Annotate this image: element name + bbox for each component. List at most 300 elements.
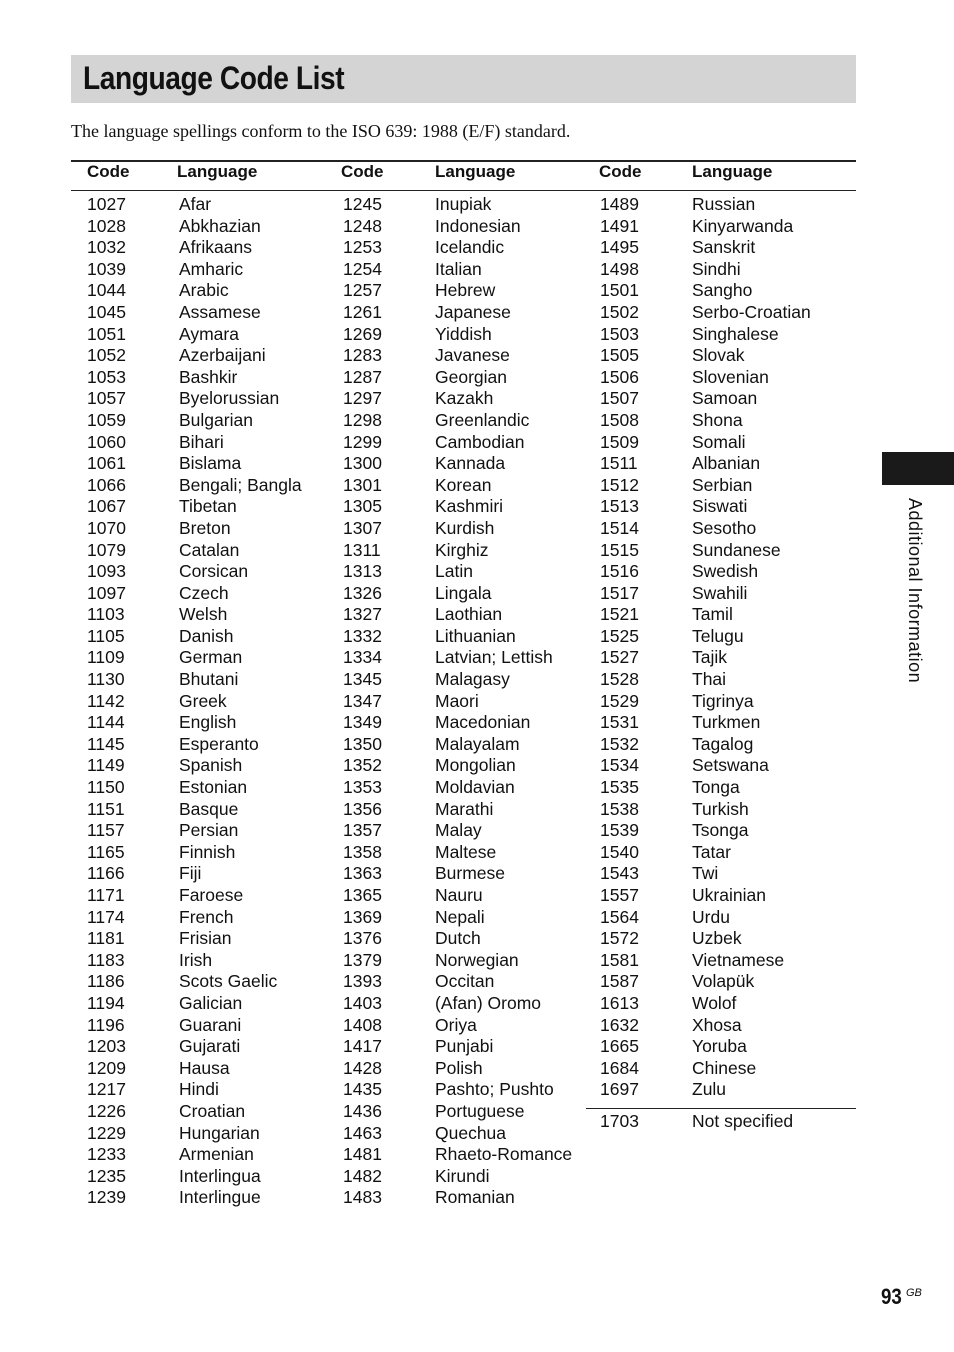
language-code: 1403 xyxy=(343,992,382,1013)
language-name: Aymara xyxy=(179,323,239,344)
header-code-3: Code xyxy=(599,162,642,181)
language-name: Yoruba xyxy=(692,1036,747,1057)
table-row xyxy=(600,453,811,475)
table-row xyxy=(87,885,302,907)
language-code: 1183 xyxy=(87,949,125,970)
table-row xyxy=(600,885,811,907)
language-name: Russian xyxy=(692,194,756,214)
language-code: 1587 xyxy=(600,971,639,992)
language-name: Wolof xyxy=(692,992,737,1013)
table-row xyxy=(87,928,302,950)
language-name: Inupiak xyxy=(435,194,492,214)
table-row xyxy=(600,626,811,648)
table-row xyxy=(600,734,811,756)
language-code: 1028 xyxy=(87,215,126,236)
table-row xyxy=(343,691,572,713)
language-name: Tagalog xyxy=(692,733,754,754)
table-row xyxy=(87,950,302,972)
table-row xyxy=(87,583,302,605)
language-code: 1521 xyxy=(600,604,639,625)
language-code: 1287 xyxy=(343,366,382,387)
table-row xyxy=(87,626,302,648)
table-row xyxy=(343,1166,572,1188)
language-code: 1283 xyxy=(343,345,382,366)
table-row xyxy=(343,561,572,583)
language-code: 1151 xyxy=(87,798,125,819)
table-row xyxy=(87,410,302,432)
language-code: 1053 xyxy=(87,366,126,387)
table-row xyxy=(343,626,572,648)
language-name: Guarani xyxy=(179,1014,242,1035)
language-code: 1150 xyxy=(87,777,125,798)
language-name: Swahili xyxy=(692,582,748,603)
table-row xyxy=(87,1123,302,1145)
language-name: Afrikaans xyxy=(179,237,252,258)
table-row xyxy=(87,1101,302,1123)
language-name: Breton xyxy=(179,517,231,538)
table-row xyxy=(600,1015,811,1037)
language-code: 1194 xyxy=(87,992,125,1013)
language-code: 1463 xyxy=(343,1122,382,1143)
language-name: Quechua xyxy=(435,1122,507,1143)
language-code: 1540 xyxy=(600,841,639,862)
language-code: 1481 xyxy=(343,1144,382,1165)
language-name: Arabic xyxy=(179,280,229,301)
language-code: 1508 xyxy=(600,409,639,430)
language-name: Tamil xyxy=(692,604,733,625)
language-name: Albanian xyxy=(692,453,761,474)
language-code: 1363 xyxy=(343,863,382,884)
language-code: 1436 xyxy=(343,1100,382,1121)
table-row xyxy=(343,475,572,497)
section-side-label: Additional Information xyxy=(905,498,925,684)
language-name: Greenlandic xyxy=(435,409,530,430)
language-name: Bengali; Bangla xyxy=(179,474,302,495)
language-code: 1203 xyxy=(87,1036,126,1057)
table-row xyxy=(87,712,302,734)
table-row xyxy=(87,496,302,518)
language-name: Tibetan xyxy=(179,496,237,517)
language-name: Maori xyxy=(435,690,479,711)
language-code: 1503 xyxy=(600,323,639,344)
language-code: 1491 xyxy=(600,215,639,236)
language-name: Assamese xyxy=(179,301,261,322)
language-name: Sangho xyxy=(692,280,753,301)
language-name: Sindhi xyxy=(692,258,741,279)
table-row xyxy=(600,777,811,799)
language-code: 1357 xyxy=(343,820,382,841)
language-code: 1297 xyxy=(343,388,382,409)
table-row xyxy=(87,518,302,540)
language-code: 1105 xyxy=(87,625,125,646)
language-name: Tatar xyxy=(692,841,731,862)
header-code-1: Code xyxy=(87,162,130,181)
language-code: 1347 xyxy=(343,690,382,711)
language-name: Lingala xyxy=(435,582,492,603)
table-row xyxy=(87,971,302,993)
language-code: 1495 xyxy=(600,237,639,258)
table-row xyxy=(87,367,302,389)
language-name: Nauru xyxy=(435,885,483,905)
table-row xyxy=(343,993,572,1015)
language-code: 1157 xyxy=(87,820,125,841)
language-code: 1353 xyxy=(343,777,382,798)
language-name: Romanian xyxy=(435,1187,515,1208)
table-row xyxy=(600,345,811,367)
language-name: French xyxy=(179,906,234,927)
language-column-2 xyxy=(343,194,572,1209)
language-code: 1181 xyxy=(87,928,125,949)
language-column-1 xyxy=(87,194,302,1209)
table-row xyxy=(343,647,572,669)
table-row xyxy=(600,950,811,972)
language-name: Burmese xyxy=(435,863,506,884)
table-row xyxy=(87,1079,302,1101)
table-row xyxy=(600,496,811,518)
special-code: 1703 xyxy=(600,1111,639,1131)
intro-text: The language spellings conform to the ISO 639: 1988 (E/F) standard. xyxy=(71,121,571,141)
language-name: Occitan xyxy=(435,971,495,992)
language-name: Interlingua xyxy=(179,1165,261,1186)
table-row xyxy=(343,345,572,367)
language-code: 1305 xyxy=(343,496,382,517)
table-row xyxy=(343,194,572,216)
table-row xyxy=(600,971,811,993)
language-code: 1165 xyxy=(87,841,125,862)
language-name: Bashkir xyxy=(179,366,238,387)
language-name: Kashmiri xyxy=(435,496,504,517)
table-row xyxy=(87,280,302,302)
language-name: Uzbek xyxy=(692,928,742,949)
table-row xyxy=(87,1015,302,1037)
table-row xyxy=(343,1079,572,1101)
language-name: Malayalam xyxy=(435,733,520,754)
language-code: 1506 xyxy=(600,366,639,387)
table-row xyxy=(343,367,572,389)
table-row xyxy=(600,604,811,626)
language-name: Serbian xyxy=(692,474,753,495)
table-row xyxy=(87,453,302,475)
language-code: 1334 xyxy=(343,647,382,668)
table-row xyxy=(600,1058,811,1080)
language-name: Tigrinya xyxy=(692,690,754,711)
language-name: Icelandic xyxy=(435,237,505,258)
table-row xyxy=(343,712,572,734)
language-name: Yiddish xyxy=(435,323,492,344)
table-row xyxy=(87,1058,302,1080)
language-name: Irish xyxy=(179,949,213,970)
table-row xyxy=(87,259,302,281)
language-name: Indonesian xyxy=(435,215,521,236)
table-row xyxy=(600,410,811,432)
language-name: Portuguese xyxy=(435,1100,525,1121)
language-code: 1261 xyxy=(343,301,382,322)
language-name: Malay xyxy=(435,820,482,841)
language-code: 1483 xyxy=(343,1187,382,1208)
table-row xyxy=(600,518,811,540)
language-name: Bislama xyxy=(179,453,242,474)
language-code: 1543 xyxy=(600,863,639,884)
language-name: Croatian xyxy=(179,1100,246,1121)
table-row xyxy=(600,907,811,929)
language-code: 1209 xyxy=(87,1057,126,1078)
language-name: Scots Gaelic xyxy=(179,971,278,992)
table-row xyxy=(343,1036,572,1058)
table-row xyxy=(343,216,572,238)
language-name: Finnish xyxy=(179,841,236,862)
language-code: 1349 xyxy=(343,712,382,733)
language-code: 1093 xyxy=(87,561,126,582)
table-row xyxy=(600,280,811,302)
language-name: Esperanto xyxy=(179,733,259,754)
language-code: 1248 xyxy=(343,215,382,236)
language-name: Vietnamese xyxy=(692,949,785,970)
table-row xyxy=(343,1015,572,1037)
table-row xyxy=(343,799,572,821)
table-row xyxy=(87,388,302,410)
language-name: Slovak xyxy=(692,345,745,366)
language-code: 1352 xyxy=(343,755,382,776)
table-row xyxy=(343,863,572,885)
language-name: Cambodian xyxy=(435,431,525,452)
language-code: 1032 xyxy=(87,237,126,258)
language-code: 1059 xyxy=(87,409,126,430)
language-name: Corsican xyxy=(179,561,249,582)
language-name: Czech xyxy=(179,582,229,603)
language-code: 1067 xyxy=(87,496,126,517)
table-row xyxy=(600,194,811,216)
language-code: 1196 xyxy=(87,1014,125,1035)
language-name: Tonga xyxy=(692,777,740,798)
language-code: 1186 xyxy=(87,971,125,992)
language-name: Volapük xyxy=(692,971,755,992)
language-code: 1489 xyxy=(600,194,639,214)
language-code: 1253 xyxy=(343,237,382,258)
language-name: Afar xyxy=(179,194,212,214)
language-name: Urdu xyxy=(692,906,730,927)
language-code: 1298 xyxy=(343,409,382,430)
table-row xyxy=(600,216,811,238)
language-name: Sundanese xyxy=(692,539,781,560)
language-code: 1514 xyxy=(600,517,639,538)
language-code: 1535 xyxy=(600,777,639,798)
language-code: 1393 xyxy=(343,971,382,992)
language-code: 1525 xyxy=(600,625,639,646)
table-row xyxy=(343,777,572,799)
language-code: 1327 xyxy=(343,604,382,625)
language-name: Interlingue xyxy=(179,1187,261,1208)
language-code: 1516 xyxy=(600,561,639,582)
language-name: Hungarian xyxy=(179,1122,260,1143)
language-code: 1507 xyxy=(600,388,639,409)
language-name: Danish xyxy=(179,625,234,646)
table-row xyxy=(87,324,302,346)
language-code: 1239 xyxy=(87,1187,126,1208)
language-code: 1517 xyxy=(600,582,639,603)
language-name: Gujarati xyxy=(179,1036,241,1057)
language-name: Lithuanian xyxy=(435,625,516,646)
language-name: Hebrew xyxy=(435,280,496,301)
table-row xyxy=(87,820,302,842)
table-row xyxy=(600,820,811,842)
language-code: 1345 xyxy=(343,669,382,690)
table-row xyxy=(600,432,811,454)
page-suffix: GB xyxy=(906,1287,922,1299)
language-name: Dutch xyxy=(435,928,481,949)
table-row xyxy=(600,475,811,497)
language-code: 1369 xyxy=(343,906,382,927)
table-row xyxy=(343,928,572,950)
language-name: Kannada xyxy=(435,453,506,474)
table-row xyxy=(87,777,302,799)
title-bar xyxy=(71,55,856,103)
language-code: 1130 xyxy=(87,669,125,690)
language-code: 1512 xyxy=(600,474,639,495)
table-row xyxy=(343,1144,572,1166)
table-row xyxy=(87,345,302,367)
language-code: 1166 xyxy=(87,863,125,884)
language-name: Sanskrit xyxy=(692,237,756,258)
table-row xyxy=(343,907,572,929)
language-name: Moldavian xyxy=(435,777,515,798)
table-row xyxy=(600,799,811,821)
language-name: Kirundi xyxy=(435,1165,490,1186)
language-code: 1564 xyxy=(600,906,639,927)
language-name: Hausa xyxy=(179,1057,230,1078)
language-code: 1350 xyxy=(343,733,382,754)
language-name: Spanish xyxy=(179,755,243,776)
language-name: Ukrainian xyxy=(692,885,766,905)
table-row xyxy=(600,863,811,885)
language-name: Tsonga xyxy=(692,820,749,841)
language-name: Latvian; Lettish xyxy=(435,647,553,668)
language-name: Armenian xyxy=(179,1144,254,1165)
language-code: 1313 xyxy=(343,561,382,582)
language-name: Fiji xyxy=(179,863,202,884)
language-code: 1144 xyxy=(87,712,125,733)
language-code: 1254 xyxy=(343,258,382,279)
language-code: 1557 xyxy=(600,885,639,905)
language-name: Hindi xyxy=(179,1079,219,1100)
table-row xyxy=(87,302,302,324)
language-code: 1482 xyxy=(343,1165,382,1186)
language-name: Sesotho xyxy=(692,517,757,538)
language-code: 1531 xyxy=(600,712,639,733)
language-name: Oriya xyxy=(435,1014,477,1035)
table-row xyxy=(600,583,811,605)
table-row xyxy=(87,734,302,756)
language-code: 1307 xyxy=(343,517,382,538)
language-name: Telugu xyxy=(692,625,744,646)
table-row xyxy=(343,755,572,777)
table-row xyxy=(600,691,811,713)
language-code: 1142 xyxy=(87,690,125,711)
table-row xyxy=(87,540,302,562)
language-code: 1061 xyxy=(87,453,126,474)
language-name: Bihari xyxy=(179,431,224,452)
language-code: 1109 xyxy=(87,647,125,668)
table-row xyxy=(343,820,572,842)
table-row xyxy=(343,302,572,324)
table-row xyxy=(343,388,572,410)
language-name: Faroese xyxy=(179,885,244,905)
language-name: Abkhazian xyxy=(179,215,261,236)
language-code: 1505 xyxy=(600,345,639,366)
language-code: 1376 xyxy=(343,928,382,949)
special-language: Not specified xyxy=(692,1111,794,1131)
language-name: Welsh xyxy=(179,604,228,625)
language-code: 1039 xyxy=(87,258,126,279)
language-name: Japanese xyxy=(435,301,511,322)
language-code: 1097 xyxy=(87,582,126,603)
table-row xyxy=(600,647,811,669)
language-code: 1379 xyxy=(343,949,382,970)
language-code: 1027 xyxy=(87,194,126,214)
language-name: Korean xyxy=(435,474,492,495)
table-row xyxy=(600,237,811,259)
table-row xyxy=(343,950,572,972)
language-code: 1057 xyxy=(87,388,126,409)
language-name: Turkish xyxy=(692,798,749,819)
table-row xyxy=(87,1036,302,1058)
language-code: 1171 xyxy=(87,885,125,905)
table-row xyxy=(87,475,302,497)
table-row xyxy=(600,755,811,777)
language-name: Rhaeto-Romance xyxy=(435,1144,573,1165)
table-row xyxy=(600,561,811,583)
language-code: 1528 xyxy=(600,669,639,690)
table-row xyxy=(343,1058,572,1080)
table-row xyxy=(87,691,302,713)
table-row xyxy=(600,842,811,864)
table-row xyxy=(87,755,302,777)
language-name: Slovenian xyxy=(692,366,769,387)
language-name: Bhutani xyxy=(179,669,239,690)
table-row xyxy=(87,907,302,929)
table-row xyxy=(600,928,811,950)
language-name: Marathi xyxy=(435,798,494,819)
language-code: 1052 xyxy=(87,345,126,366)
table-row xyxy=(343,971,572,993)
language-code: 1498 xyxy=(600,258,639,279)
language-name: Singhalese xyxy=(692,323,779,344)
special-row-rule xyxy=(586,1108,856,1109)
language-code: 1245 xyxy=(343,194,382,214)
table-row xyxy=(87,669,302,691)
language-name: Azerbaijani xyxy=(179,345,266,366)
language-name: Amharic xyxy=(179,258,244,279)
table-row xyxy=(343,453,572,475)
table-row xyxy=(600,259,811,281)
language-name: Shona xyxy=(692,409,743,430)
language-name: Kirghiz xyxy=(435,539,489,560)
language-name: Malagasy xyxy=(435,669,510,690)
table-row xyxy=(87,194,302,216)
language-code: 1233 xyxy=(87,1144,126,1165)
language-name: Frisian xyxy=(179,928,232,949)
language-name: Chinese xyxy=(692,1057,757,1078)
table-row xyxy=(343,496,572,518)
language-code: 1417 xyxy=(343,1036,382,1057)
language-name: Setswana xyxy=(692,755,769,776)
language-code: 1539 xyxy=(600,820,639,841)
table-row xyxy=(600,540,811,562)
table-row xyxy=(87,842,302,864)
table-row xyxy=(343,885,572,907)
language-name: Georgian xyxy=(435,366,507,387)
language-code: 1529 xyxy=(600,690,639,711)
language-code: 1511 xyxy=(600,453,638,474)
